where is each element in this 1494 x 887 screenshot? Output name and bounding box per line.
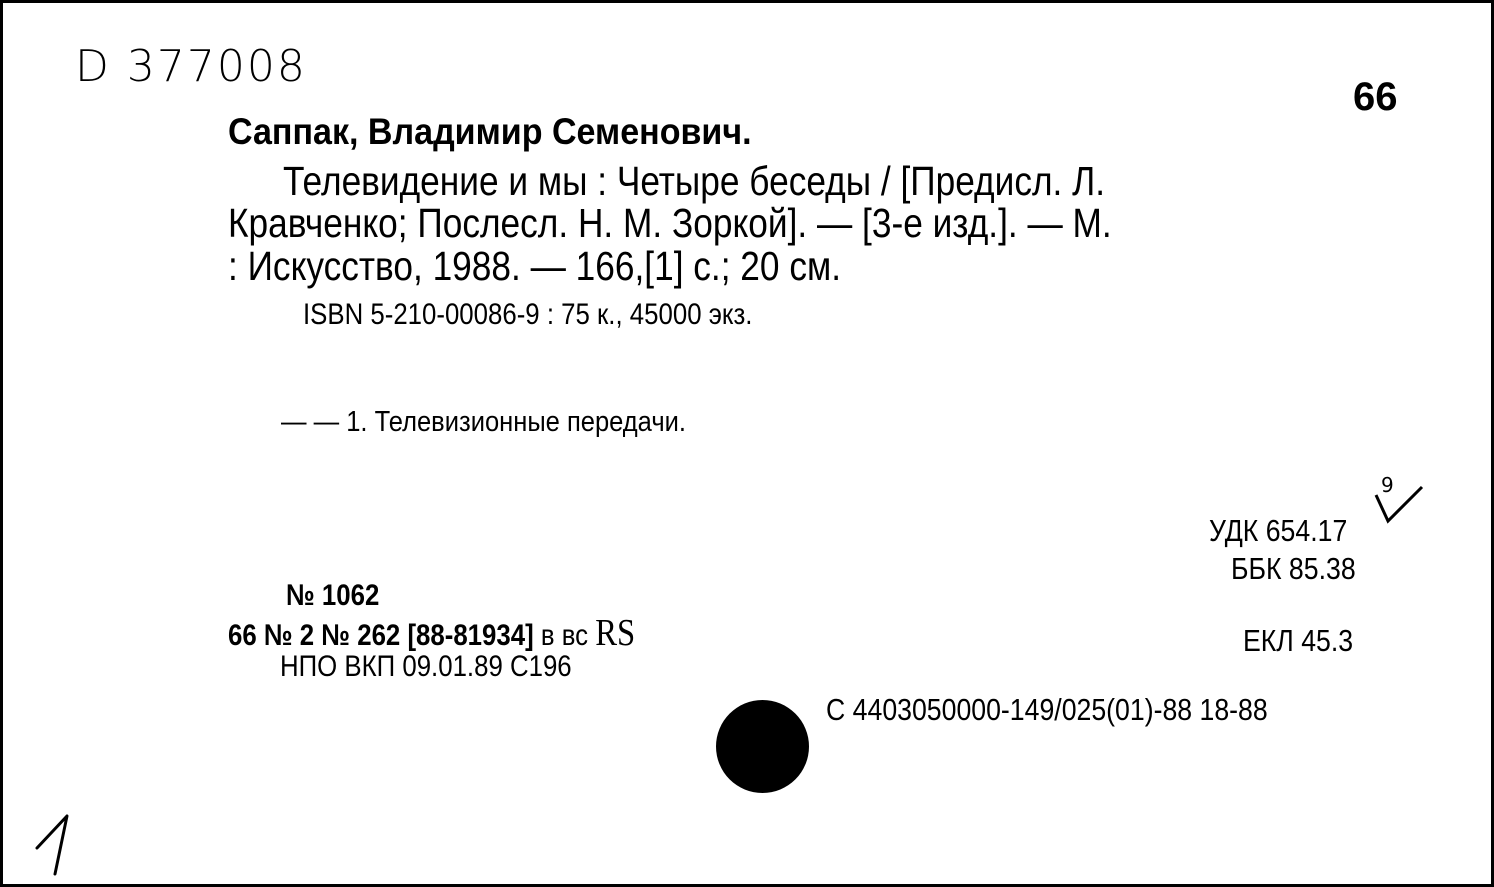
classification-number: 66 [1353,75,1398,119]
ekl-code: ЕКЛ 45.3 [1243,623,1354,658]
subject-heading: — — 1. Телевизионные передачи. [281,406,686,438]
isbn-line: ISBN 5-210-00086-9 : 75 к., 45000 экз. [303,298,753,331]
marker-dot-icon [716,700,809,793]
npo-line: НПО ВКП 09.01.89 С196 [280,650,572,683]
udk-code: УДК 654.17 [1209,513,1348,548]
order-number: № 1062 [286,579,380,612]
print-info-line [228,611,635,655]
index-code: С 4403050000-149/025(01)-88 18-88 [826,692,1268,727]
check-mark-icon [1370,473,1430,533]
description-line-3: : Искусство, 1988. — 166,[1] с.; 20 см. [228,243,841,289]
udk-handwritten-mark: 9 [1381,473,1394,497]
handwritten-page-mark-icon [33,808,93,878]
print-info-main: 66 № 2 № 262 [88-81934] [228,619,534,652]
description-line-2: Кравченко; Послесл. Н. М. Зоркой]. — [3-е изд.]. — М. [228,200,1112,246]
description-line-1: Телевидение и мы : Четыре беседы / [Предисл. Л. [283,158,1106,204]
call-number: D 377008 [75,41,307,92]
bbk-code: ББК 85.38 [1231,551,1356,586]
author-heading: Саппак, Владимир Семенович. [228,111,752,152]
print-info-rs: RS [595,612,636,654]
print-info-vs: в вс [540,619,589,652]
